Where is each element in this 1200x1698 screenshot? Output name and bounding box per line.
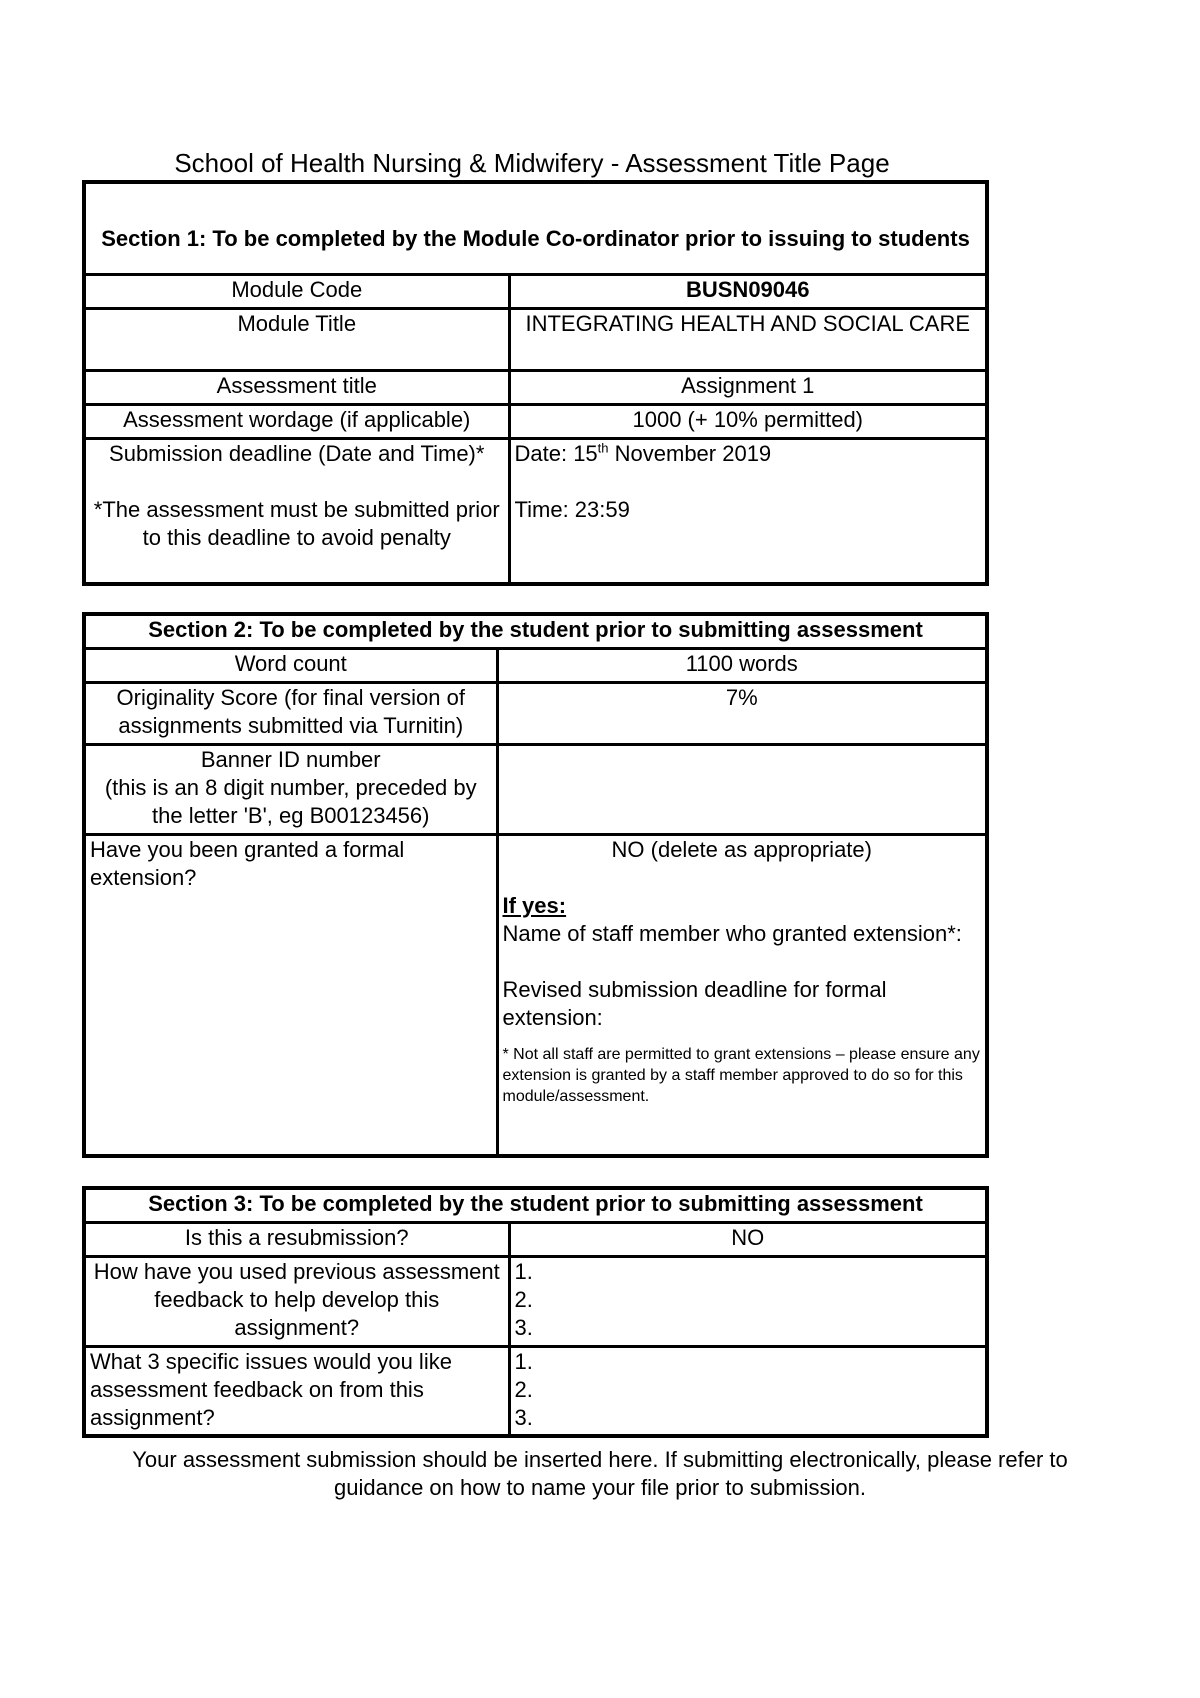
extension-answer: NO (delete as appropriate) [611,836,872,862]
feedback-used-list [509,1256,987,1346]
banner-id-label-cell [84,744,497,834]
originality-score-label: Originality Score (for final version of assignments submitted via Turnitin) [84,682,497,744]
submission-deadline-value-cell [509,438,987,584]
section-3-header: Section 3: To be completed by the student prior to submitting assessment [84,1188,987,1222]
banner-id-label: Banner ID number [200,746,381,772]
assessment-wordage-label: Assessment wordage (if applicable) [84,404,509,438]
section-2-header: Section 2: To be completed by the student prior to submitting assessment [84,614,987,648]
submission-instructions: Your assessment submission should be inserted here. If submitting electronically, please refer to guidance on how to name your file prior to submission. [132,1447,1068,1500]
extension-note: * Not all staff are permitted to grant extensions – please ensure any extension is granted by a staff member approved to do so for this module/assessment. [502,1045,980,1105]
list-item: 3. [514,1314,533,1340]
resubmission-value: NO [509,1222,987,1256]
module-title-value: INTEGRATING HEALTH AND SOCIAL CARE [509,308,987,370]
assessment-title-value: Assignment 1 [509,370,987,404]
deadline-date: Date: 15th November 2019 [514,440,772,466]
extension-staff-name: Name of staff member who granted extension*: [502,920,962,946]
section-2-table [82,612,989,1158]
if-yes-label: If yes: [502,892,567,918]
list-item: 2. [514,1376,533,1402]
extension-value-cell [497,834,987,1156]
assessment-title-label: Assessment title [84,370,509,404]
deadline-time: Time: 23:59 [514,496,630,522]
banner-id-hint: (this is an 8 digit number, preceded by the letter 'B', eg B00123456) [104,774,477,828]
module-code-value: BUSN09046 [509,274,987,308]
module-title-label: Module Title [84,308,509,370]
submission-deadline-note: *The assessment must be submitted prior to this deadline to avoid penalty [93,496,500,550]
list-item: 2. [514,1286,533,1312]
page-title: School of Health Nursing & Midwifery - Assessment Title Page [174,148,890,178]
section-1-table [82,180,989,586]
section-3-table [82,1186,989,1438]
submission-deadline-label: Submission deadline (Date and Time)* [109,440,485,466]
feedback-used-label: How have you used previous assessment feedback to help develop this assignment? [84,1256,509,1346]
extension-label: Have you been granted a formal extension? [84,834,497,1156]
feedback-issues-label: What 3 specific issues would you like assessment feedback on from this assignment? [84,1346,509,1436]
word-count-label: Word count [84,648,497,682]
list-item: 3. [514,1404,533,1430]
extension-revised-deadline: Revised submission deadline for formal extension: [502,976,887,1030]
originality-score-value: 7% [497,682,987,744]
word-count-value: 1100 words [497,648,987,682]
feedback-issues-list [509,1346,987,1436]
list-item: 1. [514,1348,533,1374]
banner-id-value[interactable] [497,744,987,834]
assessment-wordage-value: 1000 (+ 10% permitted) [509,404,987,438]
resubmission-label: Is this a resubmission? [84,1222,509,1256]
submission-deadline-label-cell [84,438,509,584]
list-item: 1. [514,1258,533,1284]
section-1-header: Section 1: To be completed by the Module Co-ordinator prior to issuing to students [84,182,987,274]
module-code-label: Module Code [84,274,509,308]
